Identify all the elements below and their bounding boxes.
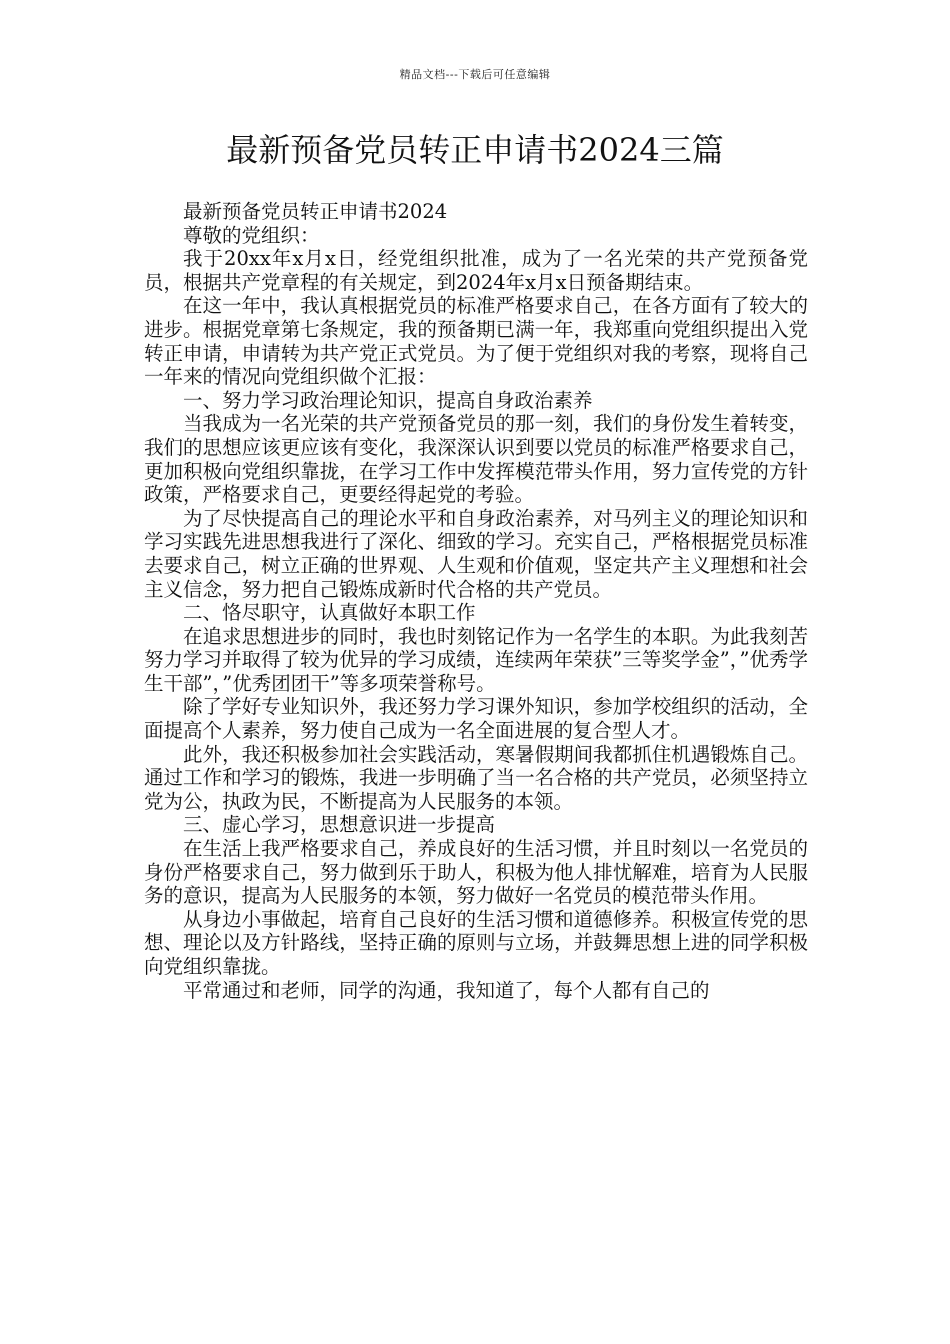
subtitle-paragraph: 最新预备党员转正申请书2024 [183,200,448,223]
body-paragraph: 当我成为一名光荣的共产党预备党员的那一刻，我们的身份发生着转变，我们的思想应该更应该有变化，我深深认识到要以党员的标准严格要求自己，更加积极向党组织靠拢，在学习工作中发挥模范带头作用，努力宣传党的方针政策，严格要求自己，更要经得起党的考验。 [144,412,808,507]
salutation-paragraph: 尊敬的党组织： [183,223,320,247]
body-paragraph: 平常通过和老师，同学的沟通，我知道了，每个人都有自己的 [183,978,710,1002]
body-paragraph: 在生活上我严格要求自己，养成良好的生活习惯，并且时刻以一名党员的身份严格要求自己，努力做到乐于助人，积极为他人排忧解难，培育为人民服务的意识，提高为人民服务的本领，努力做好一名党员的模范带头作用。 [144,837,808,908]
document-title: 最新预备党员转正申请书2024三篇 [226,131,724,169]
body-paragraph: 为了尽快提高自己的理论水平和自身政治素养，对马列主义的理论知识和学习实践先进思想我进行了深化、细致的学习。充实自己，严格根据党员标准去要求自己，树立正确的世界观、人生观和价值观，坚定共产主义理想和社会主义信念，努力把自己锻炼成新时代合格的共产党员。 [144,506,808,601]
header-note: 精品文档---下载后可任意编辑 [399,68,551,81]
body-paragraph: 在追求思想进步的同时，我也时刻铭记作为一名学生的本职。为此我刻苦努力学习并取得了较为优异的学习成绩，连续两年荣获”三等奖学金”，”优秀学生干部”，”优秀团团干”等多项荣誉称号。 [144,624,808,695]
body-paragraph: 从身边小事做起，培育自己良好的生活习惯和道德修养。积极宣传党的思想、理论以及方针路线，坚持正确的原则与立场，并鼓舞思想上进的同学积极向党组织靠拢。 [144,907,808,978]
body-paragraph: 在这一年中，我认真根据党员的标准严格要求自己，在各方面有了较大的进步。根据党章第七条规定，我的预备期已满一年，我郑重向党组织提出入党转正申请，申请转为共产党正式党员。为了便于党组织对我的考察，现将自己一年来的情况向党组织做个汇报： [144,294,808,389]
body-paragraph: 此外，我还积极参加社会实践活动，寒暑假期间我都抓住机遇锻炼自己。通过工作和学习的锻炼，我进一步明确了当一名合格的共产党员，必须坚持立党为公，执政为民，不断提高为人民服务的本领。 [144,742,808,813]
body-paragraph: 除了学好专业知识外，我还努力学习课外知识，参加学校组织的活动，全面提高个人素养，努力使自己成为一名全面进展的复合型人才。 [144,695,808,743]
body-paragraph: 我于20xx年x月x日，经党组织批准，成为了一名光荣的共产党预备党员，根据共产党章程的有关规定，到2024年x月x日预备期结束。 [144,247,808,294]
section-heading: 二、恪尽职守，认真做好本职工作 [183,601,476,625]
section-heading: 三、虚心学习，思想意识进一步提高 [183,813,496,837]
section-heading: 一、努力学习政治理论知识，提高自身政治素养 [183,388,593,412]
document-body [144,200,808,1002]
